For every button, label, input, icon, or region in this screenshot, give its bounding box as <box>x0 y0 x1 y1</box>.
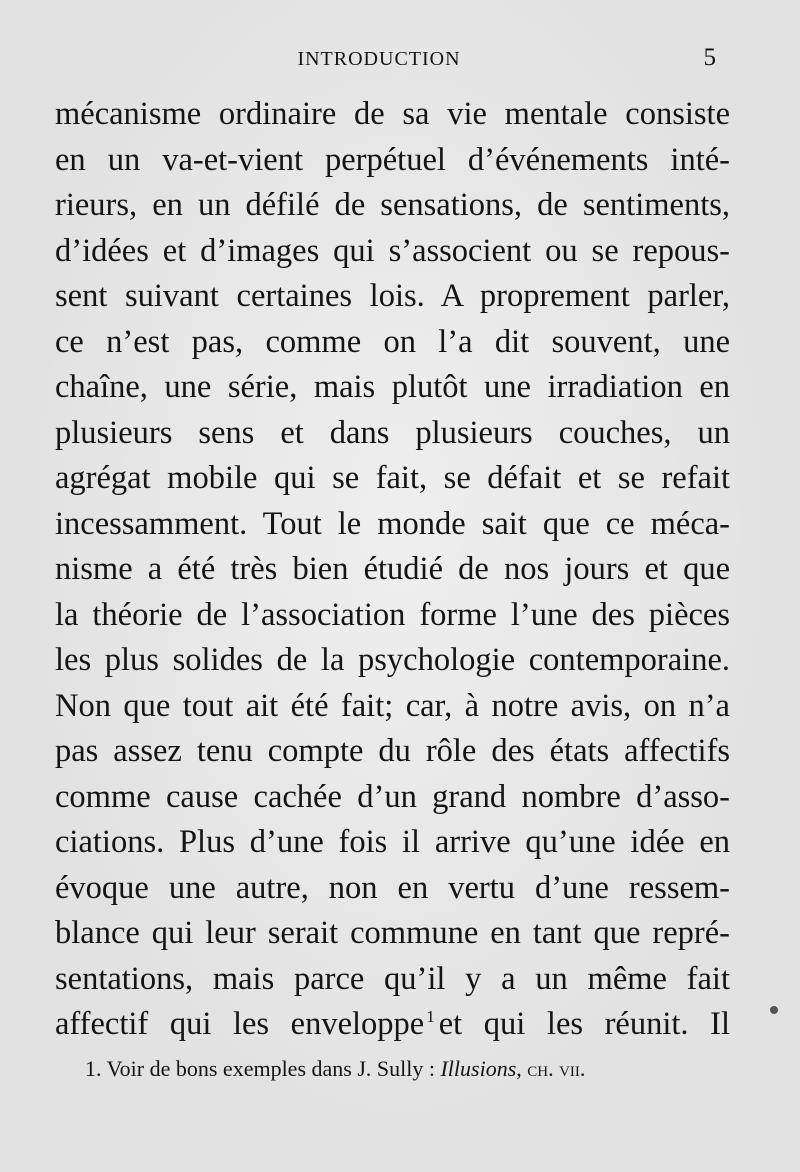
page-number: 5 <box>703 44 716 71</box>
line-end: et qui les réunit. Il <box>438 1006 731 1042</box>
running-head <box>0 44 800 78</box>
text-line: plusieurs sens et dans plusieurs couches, un <box>55 414 730 451</box>
text-line: les plus solides de la psychologie contemporaine. <box>55 642 730 678</box>
text-line: ce n’est pas, comme on l’a dit souvent, une <box>55 323 730 360</box>
text-line: nisme a été très bien étudié de nos jours et que <box>55 551 730 587</box>
text-line: la théorie de l’association forme l’une des pièces <box>55 596 730 633</box>
text-line: sent suivant certaines lois. A proprement parler, <box>55 278 730 314</box>
text-line: rieurs, en un défilé de sensations, de sentiments, <box>55 187 730 223</box>
footnote-text: Voir de bons exemples dans J. Sully : <box>106 1056 435 1081</box>
ink-speck <box>770 1006 778 1014</box>
text-line-with-note <box>55 1002 730 1048</box>
running-title: INTRODUCTION <box>297 48 461 70</box>
text-line: Non que tout ait été fait; car, à notre avis, on n’a <box>55 687 730 724</box>
footnote-reference[interactable]: 1 <box>426 1007 435 1027</box>
text-line: d’idées et d’images qui s’associent ou se repous- <box>55 232 730 269</box>
text-line: en un va-et-vient perpétuel d’événements inté- <box>55 141 730 178</box>
footnote-chapter: ch. vii. <box>527 1056 586 1081</box>
footnote-number: 1. <box>85 1056 102 1081</box>
text-line: chaîne, une série, mais plutôt une irradiation en <box>55 369 730 405</box>
text-line: ciations. Plus d’une fois il arrive qu’une idée en <box>55 824 730 860</box>
text-line: incessamment. Tout le monde sait que ce méca- <box>55 505 730 542</box>
line-start: affectif qui les enveloppe <box>55 1006 425 1042</box>
text-line: comme cause cachée d’un grand nombre d’asso- <box>55 778 730 815</box>
text-line: pas assez tenu compte du rôle des états affectifs <box>55 733 730 769</box>
body-text <box>55 92 730 1048</box>
text-line: mécanisme ordinaire de sa vie mentale consiste <box>55 96 730 132</box>
text-line: blance qui leur serait commune en tant que repré- <box>55 915 730 951</box>
footnote: 1. Voir de bons exemples dans J. Sully : Illusions, ch. vii. <box>85 1056 586 1081</box>
text-line: sentations, mais parce qu’il y a un même fait <box>55 960 730 997</box>
text-line: agrégat mobile qui se fait, se défait et se refait <box>55 460 730 496</box>
text-line: évoque une autre, non en vertu d’une ressem- <box>55 869 730 906</box>
footnote-work-title: Illusions <box>440 1056 517 1081</box>
